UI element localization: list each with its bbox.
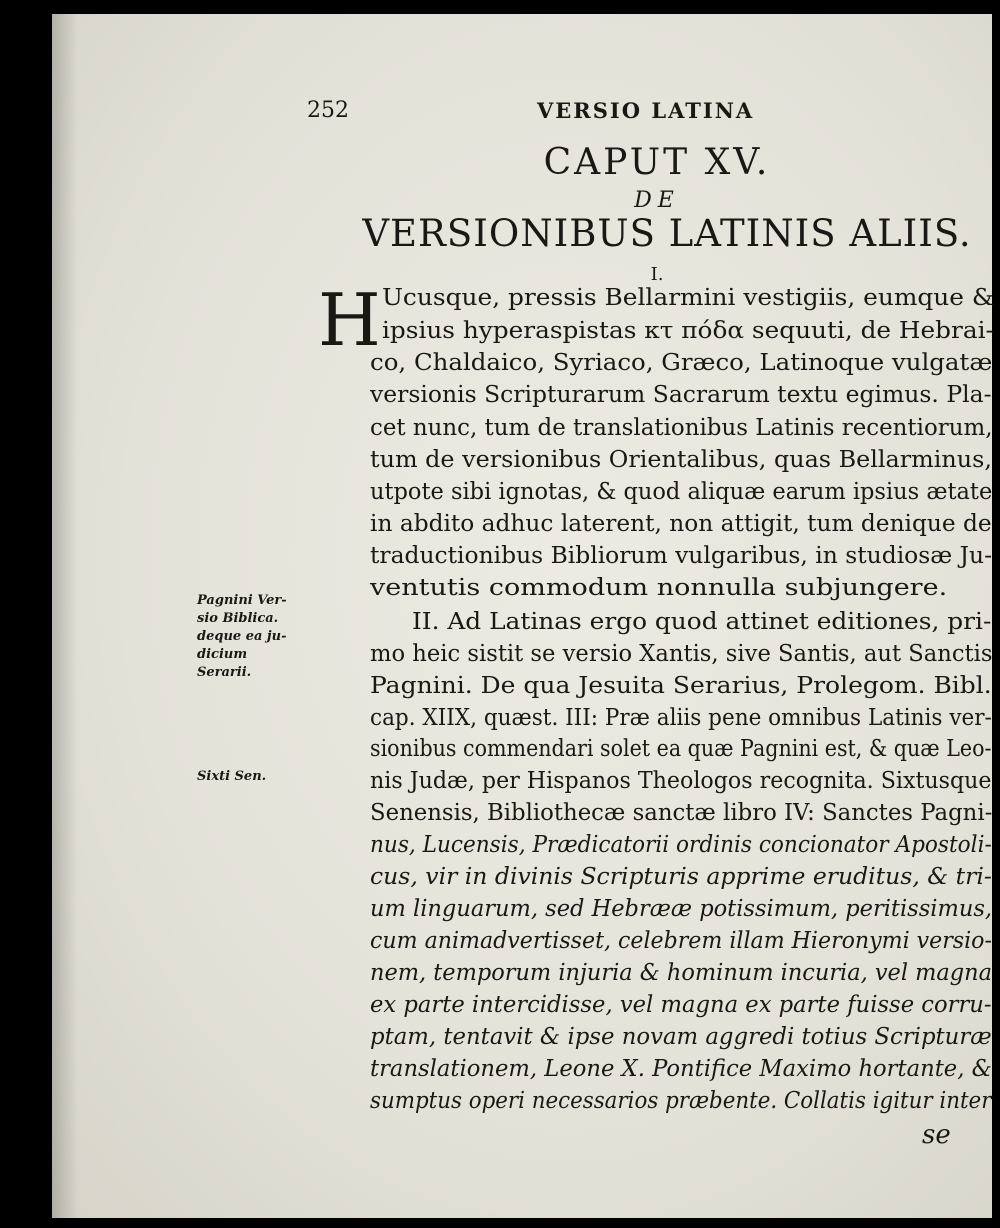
body-line: um linguarum, sed Hebrææ potissimum, peritissimus, <box>370 894 993 922</box>
body-line: cet nunc, tum de translationibus Latinis recentiorum, <box>370 413 993 441</box>
marginal-line: Pagnini Ver- <box>197 593 287 608</box>
body-line: in abdito adhuc laterent, non attigit, tum denique de <box>370 509 992 537</box>
body-line: utpote sibi ignotas, & quod aliquæ earum ipsius ætate <box>370 477 993 505</box>
body-line: mo heic sistit se versio Xantis, sive Santis, aut Sanctis <box>370 639 993 667</box>
body-line: nis Judæ, per Hispanos Theologos recognita. Sixtusque <box>370 766 992 794</box>
marginal-line: Serarii. <box>197 665 252 680</box>
body-line: cum animadvertisset, celebrem illam Hieronymi versio- <box>370 926 992 954</box>
chapter-number: CAPUT XV. <box>543 142 771 183</box>
marginal-note-pagnini <box>197 592 287 682</box>
marginal-note-sixti: Sixti Sen. <box>197 769 267 784</box>
body-line: sionibus commendari solet ea quæ Pagnini est, & quæ Leo- <box>370 734 992 762</box>
book-page <box>52 14 995 1218</box>
body-line: II. Ad Latinas ergo quod attinet editiones, pri- <box>412 607 992 635</box>
catchword: se <box>922 1120 951 1150</box>
body-line: Ucusque, pressis Bellarmini vestigiis, eumque & <box>382 283 995 311</box>
drop-cap: H <box>318 278 381 362</box>
section-number: I. <box>650 264 664 285</box>
running-title: VERSIO LATINA <box>537 98 755 123</box>
body-line: nus, Lucensis, Prædicatorii ordinis concionator Apostoli- <box>370 830 992 858</box>
body-line: ventutis commodum nonnulla subjungere. <box>370 573 948 601</box>
body-line: ex parte intercidisse, vel magna ex parte fuisse corru- <box>370 990 992 1018</box>
body-line: Senensis, Bibliothecæ sanctæ libro IV: Sanctes Pagni- <box>370 798 993 826</box>
marginal-line: dicium <box>197 647 248 662</box>
body-line: versionis Scripturarum Sacrarum textu egimus. Pla- <box>370 380 992 408</box>
body-line: tum de versionibus Orientalibus, quas Bellarminus, <box>370 445 992 473</box>
chapter-title: VERSIONIBUS LATINIS ALIIS. <box>362 212 972 255</box>
body-line: cus, vir in divinis Scripturis apprime eruditus, & tri- <box>370 862 992 890</box>
body-line: nem, temporum injuria & hominum incuria, vel magna <box>370 958 993 986</box>
marginal-line: deque ea ju- <box>197 629 287 644</box>
body-line: Pagnini. De qua Jesuita Serarius, Prolegom. Bibl. <box>370 671 992 699</box>
body-line: cap. XIIX, quæst. III: Præ aliis pene omnibus Latinis ver- <box>370 703 992 731</box>
body-line: traductionibus Bibliorum vulgaribus, in studiosæ Ju- <box>370 541 992 569</box>
page-number: 252 <box>307 98 349 123</box>
gutter-shadow <box>52 14 78 1218</box>
chapter-de: DE <box>634 188 680 213</box>
body-line: co, Chaldaico, Syriaco, Græco, Latinoque vulgatæ <box>370 348 993 376</box>
body-line: ipsius hyperaspistas κτ πόδα sequuti, de Hebrai- <box>382 316 994 344</box>
body-line: ptam, tentavit & ipse novam aggredi totius Scripturæ <box>370 1022 992 1050</box>
marginal-line: sio Biblica. <box>197 611 279 626</box>
body-line: translationem, Leone X. Pontifice Maximo hortante, & <box>370 1054 992 1082</box>
body-line: sumptus operi necessarios præbente. Collatis igitur inter <box>370 1086 992 1114</box>
